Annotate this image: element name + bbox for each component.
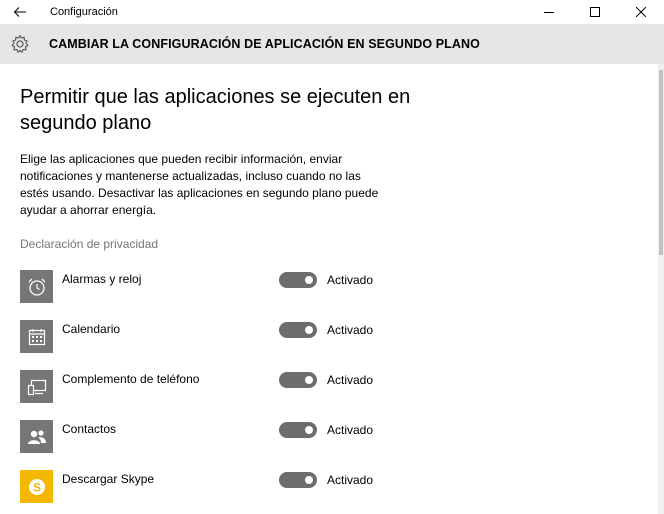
toggle-state-label: Activado bbox=[327, 323, 374, 337]
app-name: Descargar Skype bbox=[62, 472, 155, 486]
background-toggle-complemento-telefono[interactable] bbox=[279, 372, 317, 388]
app-list bbox=[20, 264, 620, 514]
scrollbar-thumb[interactable] bbox=[659, 70, 663, 255]
app-row-descargar-skype bbox=[20, 464, 620, 514]
svg-text:S: S bbox=[32, 480, 41, 494]
phone-companion-icon bbox=[20, 370, 53, 403]
background-toggle-descargar-skype[interactable] bbox=[279, 472, 317, 488]
app-row-alarmas bbox=[20, 264, 620, 314]
skype-icon bbox=[20, 470, 53, 503]
background-toggle-contactos[interactable] bbox=[279, 422, 317, 438]
toggle-knob bbox=[305, 426, 313, 434]
minimize-icon bbox=[544, 7, 554, 17]
window-controls bbox=[526, 0, 664, 24]
app-name: Calendario bbox=[62, 322, 121, 336]
close-button[interactable] bbox=[618, 0, 664, 24]
maximize-button[interactable] bbox=[572, 0, 618, 24]
title-bar bbox=[0, 0, 664, 24]
toggle-state-label: Activado bbox=[327, 473, 374, 487]
toggle-knob bbox=[305, 276, 313, 284]
app-name: Complemento de teléfono bbox=[62, 372, 200, 386]
header-icon-container bbox=[0, 24, 40, 64]
header-title: CAMBIAR LA CONFIGURACIÓN DE APLICACIÓN EN SEGUNDO PLANO bbox=[49, 37, 480, 51]
gear-icon bbox=[10, 34, 30, 54]
close-icon bbox=[636, 7, 646, 17]
back-button[interactable] bbox=[0, 0, 40, 24]
toggle-knob bbox=[305, 476, 313, 484]
background-toggle-alarmas[interactable] bbox=[279, 272, 317, 288]
maximize-icon bbox=[590, 7, 600, 17]
back-arrow-icon bbox=[13, 6, 27, 18]
background-toggle-calendario[interactable] bbox=[279, 322, 317, 338]
page-title: Permitir que las aplicaciones se ejecuten en segundo plano bbox=[20, 86, 411, 134]
minimize-button[interactable] bbox=[526, 0, 572, 24]
main-content bbox=[20, 84, 620, 253]
app-row-calendario bbox=[20, 314, 620, 364]
page-description: Elige las aplicaciones que pueden recibir información, enviar notificaciones y mantenerse actualizadas, incluso cuando no las estés usando. Desactivar las aplicaciones en segundo plano puede ayudar a ahorrar energía. bbox=[20, 152, 379, 217]
app-name: Alarmas y reloj bbox=[62, 272, 142, 286]
toggle-state-label: Activado bbox=[327, 273, 374, 287]
page-header bbox=[0, 24, 664, 64]
vertical-scrollbar[interactable] bbox=[658, 64, 664, 514]
alarm-clock-icon bbox=[20, 270, 53, 303]
toggle-state-label: Activado bbox=[327, 373, 374, 387]
toggle-knob bbox=[305, 376, 313, 384]
contacts-icon bbox=[20, 420, 53, 453]
app-row-complemento-telefono bbox=[20, 364, 620, 414]
app-row-contactos bbox=[20, 414, 620, 464]
toggle-state-label: Activado bbox=[327, 423, 374, 437]
privacy-statement-link[interactable]: Declaración de privacidad bbox=[20, 237, 159, 251]
toggle-knob bbox=[305, 326, 313, 334]
app-name: Contactos bbox=[62, 422, 117, 436]
window-title: Configuración bbox=[50, 6, 118, 18]
calendar-icon bbox=[20, 320, 53, 353]
